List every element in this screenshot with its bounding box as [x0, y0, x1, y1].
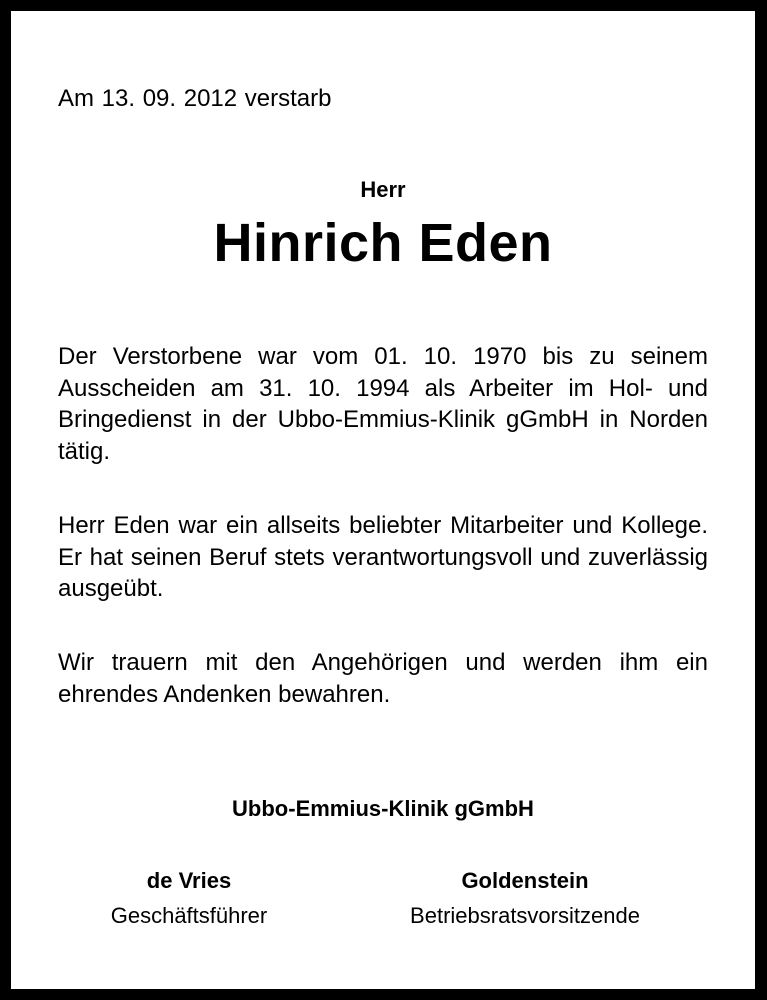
deceased-name: Hinrich Eden: [213, 213, 553, 273]
paragraph-condolence: Wir trauern mit den Angehörigen und werden ihm ein ehrendes Andenken bewahren.: [58, 649, 708, 708]
signatory-name: Goldenstein: [461, 868, 589, 893]
paragraph-tribute: Herr Eden war ein allseits beliebter Mitarbeiter und Kollege. Er hat seinen Beruf stets verantwortungsvoll und zuverlässig ausgeübt.: [58, 512, 708, 602]
organization-name: Ubbo-Emmius-Klinik gGmbH: [232, 796, 534, 821]
signatory-role: Geschäftsführer: [110, 903, 268, 928]
signatory-role: Betriebsratsvorsitzende: [410, 903, 640, 928]
signatory-name: de Vries: [146, 868, 232, 893]
death-date-line: Am 13. 09. 2012 verstarb: [58, 85, 332, 112]
salutation: Herr: [360, 177, 406, 202]
signatory-left: [75, 867, 303, 930]
paragraph-employment: Der Verstorbene war vom 01. 10. 1970 bis zu seinem Ausscheiden am 31. 10. 1994 als Arbeiter im Hol- und Bringedienst in der Ubbo-Emmius-Klinik gGmbH in Norden tätig.: [58, 343, 708, 465]
signatory-right: [375, 867, 675, 930]
